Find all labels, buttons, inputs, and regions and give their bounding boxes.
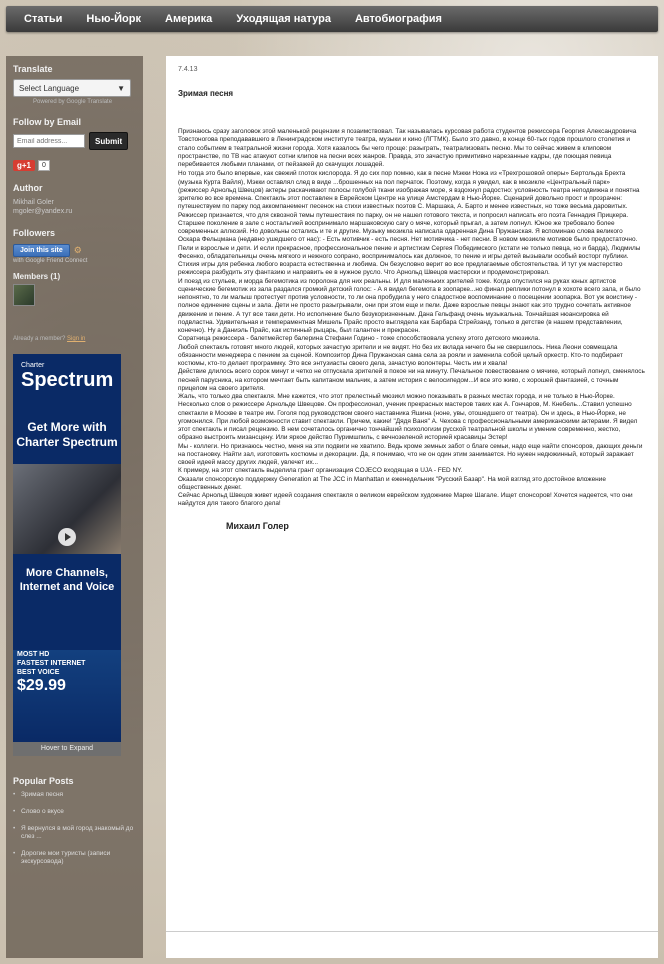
author-title: Author [13,183,43,193]
join-site-button[interactable]: Join this site [13,244,70,257]
gplus-button[interactable]: g+1 [13,160,35,171]
email-field[interactable] [13,134,85,148]
ad-photo [13,464,121,554]
follow-title: Follow by Email [13,117,82,127]
post-content [166,56,658,958]
members-label: Members (1) [13,272,61,281]
nav-item-articles[interactable]: Статьи [24,13,63,25]
hover-expand-label[interactable]: Hover to Expand [13,742,121,756]
ad-headline: Get More with Charter Spectrum [16,420,118,449]
post-title: Зримая песня [178,89,234,98]
ad-brand: Spectrum [21,369,114,391]
author-email: mgoler@yandex.ru [13,208,73,215]
divider [166,931,658,932]
popular-post-link[interactable]: • Дорогие мои туристы (записи экскурсовода) [13,850,136,866]
nav-item-america[interactable]: Америка [165,13,213,25]
followers-widget [13,244,136,257]
post-signature: Михаил Голер [226,520,289,531]
chevron-down-icon: ▼ [117,83,125,93]
advertisement[interactable] [13,354,121,756]
play-icon[interactable] [58,528,76,546]
followers-title: Followers [13,228,56,238]
post-paragraph: Действие длилось всего сорок минут и четко не отпускала зрителей в покое ни на минуту. Печальное повествование о мячике, который лопнул, сменялось песней парусника, на котором мечтает быть капитаном мальчик, а затем история с велосипедом...И все это живо, с хорошей фантазией, с точным прицелом на своего зрителя. [178,368,645,392]
submit-button[interactable]: Submit [89,132,128,150]
nav-item-vanishing-nature[interactable]: Уходящая натура [236,13,331,25]
post-paragraph: И поезд из стульев, и морда бегемотика из поролона для них реальны. И для маленьких зрителей тоже. Когда опустился на руках юных артистов сценические бегемотик из зала раздался громкий детский голос: - А я видел бегемота в зоопарке...но финал реплики потонул в хохоте всего зала, и было непонятно, то ли малыш протестует против условности, то ли она пробудила у него сладостное воспоминание о посещении зоопарка. Вот уж воистину - полное единение сцены и зала. Дети не просто разыгрывали, они при этом еще и пели. Даже взрослые певцы знают как это трудно сочетать активное движение и пение. А тут все таки дети. Но исполнение было безукоризненным. Дана Гельфанд очень музыкальна. Тончайшая нюансировка ей подвластна. Удивительная и темпераментная Мишель Прайс просто выглядела как Барбара Стрейзанд, только в детстве (в нашем представлении, конечно). Ну а Даниэль Прайс, как истинный рыцарь, был галантен и прекрасен. [178,277,641,334]
gfc-text: with Google Friend Connect [13,258,88,264]
popular-title: Popular Posts [13,776,74,786]
avatar[interactable] [13,284,35,306]
post-body [178,128,646,509]
email-subscribe [13,132,136,150]
gplus-count: 0 [38,160,50,171]
top-navigation [6,6,658,32]
author-name[interactable]: Mikhail Goler [13,199,54,206]
popular-post-link[interactable]: • Я вернулся в мой город знакомый до слез ... [13,825,136,841]
post-paragraph: Несколько слов о режиссере Арнольде Швецове. Он профессионал, ученик прекрасных мастеров таких как А. Гончаров, М. Кнебель...Ставил успешно спектакли в Москве в театре им. Гоголя под руководством своего наставника Яшина (ноне, увы, отошедшего от театра). Он и здесь, в Нью-Йорке, не угомонился. При любой возможности ставит спектакли. Причем, какие! "Дядя Ваня" А. Чехова с профессиональными американскими актерами. Я видел этот спектакль и писал рецензию. В нем сочеталось органично тончайший психологизм русской театральной школы и умение современно, жестко, образно выстроить мизансцену. Или яркое действо Пуримшпиль, с вечнозеленой историей красавицы Эстер! [178,401,638,442]
gplus-widget [13,160,136,171]
popular-post-link[interactable]: • Зримая песня [13,791,136,799]
ad-logo [13,354,121,392]
nav-item-new-york[interactable]: Нью-Йорк [86,13,141,25]
language-select-value: Select Language [19,83,80,93]
language-select[interactable] [13,79,131,97]
ad-deal-line: FASTEST INTERNET [17,660,86,667]
post-paragraph: Сейчас Арнольд Швецов живет идеей создания спектакля о великом еврейском художнике Марке Шагале. Ищет спонсоров! Хочется надеется, что они найдутся для такого благого дела! [178,492,633,508]
popular-posts [13,776,136,866]
sidebar [6,56,143,958]
post-paragraph: К примеру, на этот спектакль выделила грант организация COJECO входящая в UJA - FED NY. [178,467,463,475]
powered-by-translate: Powered by Google Translate [33,99,113,105]
post-paragraph: Но тогда это было впервые, как свежий глоток кислорода. Я до сих пор помню, как в песне Мэкки Ножа из «Трехгрошовой оперы» Бертольда Брехта (музыка Курта Вайля), Мэкки оставлял след в виде ...брошенных на пол перчаток. Поэтому, когда я увидел, как в мюзикле «Центральный парк» [178,170,626,186]
ad-brand-prefix: Charter [21,362,45,369]
already-member-text: Already a member? [13,336,66,342]
gfc-icon: ⚙ [73,245,82,255]
nav-item-autobiography[interactable]: Автобиография [354,13,442,25]
ad-headline-2: More Channels, Internet and Voice [19,567,115,593]
post-paragraph: Любой спектакль готовят много людей, которых зачастую зрители и не видят. Но без их вклада ничего бы не свершилось. Ника Леони совмещала обязанности менеджера с пением за сценой. Композитор Дина Пружанская сама села за рояли и заменила собой целый оркестр. Кто-то подбирает костюмы, кто-то делает программку. Это все энтузиасты своего дела, зачастую волонтеры. Честь им и хвала! [178,343,623,367]
post-paragraph: Соратница режиссера - балетмейстер балерина Стефани Годино - тоже способствовала успеху этого детского мюзикла. [178,335,541,343]
translate-title: Translate [13,64,53,74]
ad-deal-panel [13,650,121,740]
post-paragraph: Оказали спонсорскую поддержку Generation at The JCC in Manhattan и еженедельник "Русский Базар". На мой взгляд это достойное вложение общественных денег. [178,475,606,491]
post-paragraph: Жаль, что только два спектакля. Мне кажется, что этот прелестный мюзикл можно показывать в разных местах города, и не только в Нью-Йорке. [178,393,615,400]
ad-price: $29.99 [17,677,66,694]
ad-deal-line: BEST VOICE [17,669,60,676]
sign-in-link[interactable]: Sign in [67,336,86,342]
post-date: 7.4.13 [178,66,198,73]
post-paragraph: Признаюсь сразу заголовок этой маленькой рецензии я позаимствовал. Так называлась курсовая работа студентов режиссера Георгия Александровича Товстоногова преподававшего в Ленинградском институте театра, музыки и кино (ЛГТМК). Было это давно, в конце 60-тых годов прошлого столетия и стало событием в театральной жизни города. Хотя казалось бы чего проще: разыграть, театрализовать песню. Мы то сейчас живем в клиповом пространстве, по ТВ нас атакуют сотни клипов на песни всех жанров. Правда, это зачастую примитивно нарезанные кадры, где поющая певица перебивается любыми планами, от пейзажей до скачущих лошадей. [178,128,637,168]
signin-line [13,336,136,342]
ad-deal-line: MOST HD [17,651,50,658]
post-paragraph: (режиссер Арнольд Швецов) актеры раскачивают полосы голубой ткани изображая море, я вздохнул радостно: условность театра неподвижна и понятна зрителю во все времена. Спектакль этот поставлен в Еврейском Центре на улице Амстердам в Нью-Йорке. Сценарий довольно прост и прозрачен: путешествуем по парку под аккомпанемент песенок на стихи известных поэтов С. Маршака, А. Барто и менее известных, но тоже весьма даровитых. Режиссер признается, что для сквозной темы путешествия по парку, он не нашел готового текста, и попросил написать его поэта Геннадия Прицкера. Старшее поколение в зале с ностальгией воспринимало маршаковскую сагу о мяче, который прыгал, а затем лопнул. Юное же требовало более современных аллюзий. Но довольны остались и те и другие. Музыку мюзикла написала одаренная Дина Пружанская. Я вспоминаю слова великого Оскара Фельцмана (недавно ушедшего от нас): - Есть мотивчик - есть песня. Нет мотивчика - нет песни. В новом мюзикле мотивов было предостаточно. Пели и взрослые и дети. И если прекрасное, профессиональное пение и артистизм Сергея Победимского (кстати не только певца, но и барда), Людмилы Фесенко, обладательницы очень мягкого и нежного сопрано, воспринималось как должное, то пение и игры детей вызывали особый восторг публики. Стихия игры для ребенка любого возраста естественна и любима. Он безусловно верит во все предлагаемые обстоятельства. И тут уж мастерство режиссера разбудить эту фантазию и направить ее в нужное русло. Что Арнольд Швецов мастерски и продемонстрировал. [178,186,641,277]
popular-post-link[interactable]: • Слово о вкусе [13,808,136,816]
post-paragraph: Мы - коллеги. Но признаюсь честно, меня на эти подвиги не хватило. Ведь кроме земных забот о благе семьи, надо еще найти спонсоров, дающих деньги на постановку. Найти зал, изготовить костюмы и декорации. Да, я понимаю, что не он один этим занимается. Но нужен недюжинный, который заражает своей идеей массу других людей, увлечет их... [178,442,643,466]
